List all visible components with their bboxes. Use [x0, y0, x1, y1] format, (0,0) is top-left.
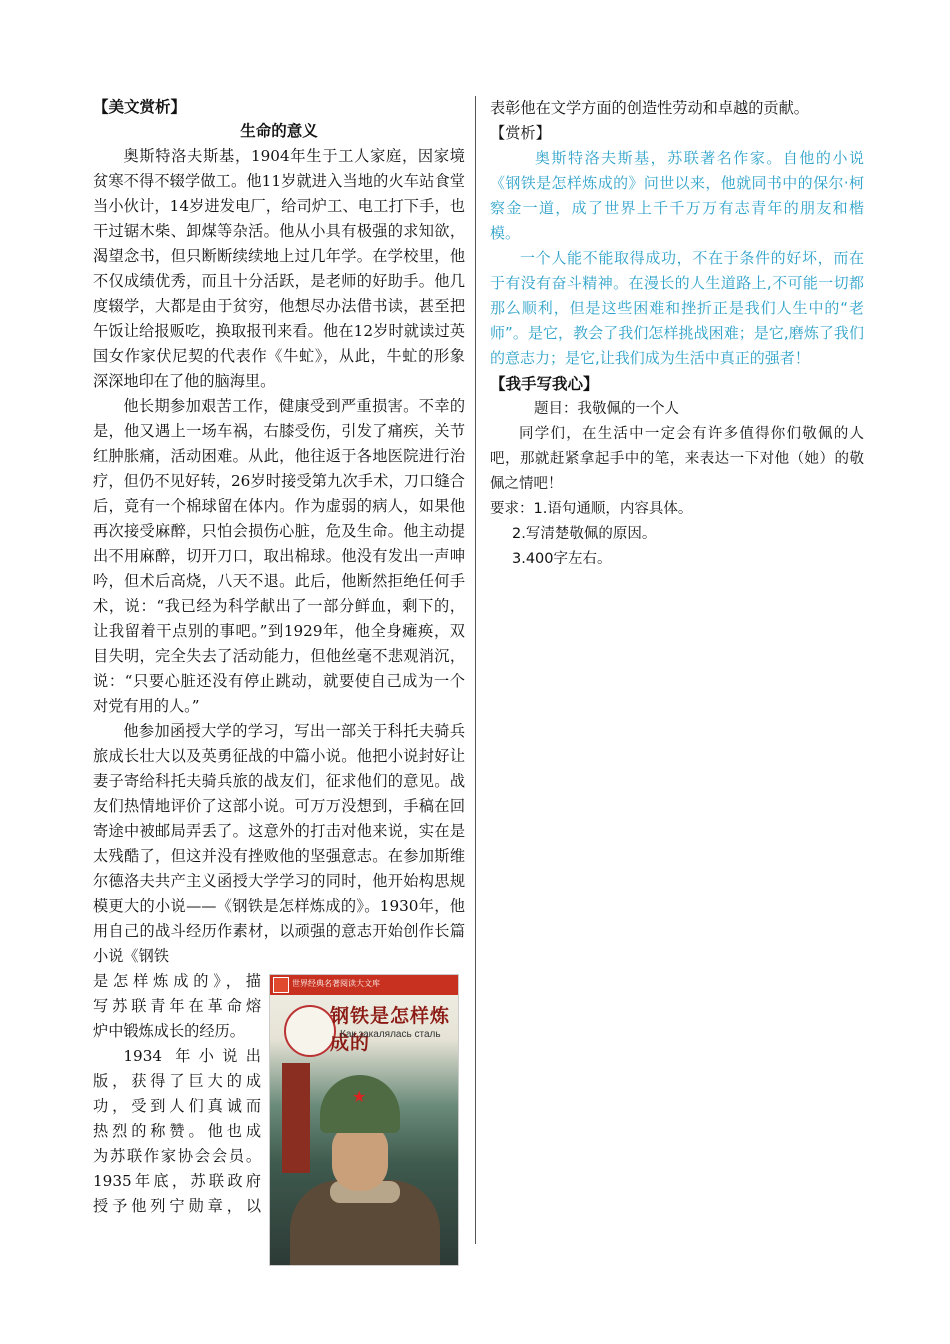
book-cover-image [269, 974, 459, 1266]
wrap-line: 功，受到人们真诚而 [93, 1097, 261, 1115]
requirement-2: 2.写清楚敬佩的原因。 [512, 526, 657, 542]
appreciation-paragraph: 一个人能不能取得成功，不在于条件的好坏，而在于有没有奋斗精神。在漫长的人生道路上,不可能一切都那么顺利，但是这些困难和挫折正是我们人生中的“老师”。是它，教会了我们怎样挑战困难；是它,磨炼了我们的意志力；是它,让我们成为生活中真正的强者！ [490, 249, 864, 367]
wrap-line: 炉中锻炼成长的经历。 [93, 1022, 245, 1040]
cover-book-title: 钢铁是怎样炼成的 [330, 1005, 451, 1054]
image-wrap-zone [93, 969, 465, 1219]
essay-continuation: 表彰他在文学方面的创造性劳动和卓越的贡献。 [490, 99, 809, 117]
section-label-appreciation: 【赏析】 [490, 124, 551, 142]
cover-tower-illustration [282, 1063, 310, 1173]
cover-series-name: 世界经典名著阅读大文库 [292, 979, 380, 988]
wrap-line: 热烈的称赞。他也成 [93, 1122, 261, 1140]
cover-russian-title: Как закалялась сталь [340, 1029, 441, 1040]
appreciation-block [490, 146, 864, 371]
requirement-1: 要求：1.语句通顺，内容具体。 [490, 501, 693, 517]
wrap-line: 授予他列宁勋章，以 [93, 1197, 261, 1215]
wrap-line: 为苏联作家协会会员。 [93, 1147, 261, 1165]
wrap-line: 1934 年小说出 [123, 1047, 261, 1065]
appreciation-paragraph: 奥斯特洛夫斯基，苏联著名作家。自他的小说《钢铁是怎样炼成的》问世以来，他就同书中的保尔·柯察金一道，成了世界上千千万万有志青年的朋友和楷模。 [490, 149, 864, 242]
cover-seal-icon [284, 1005, 336, 1057]
wrap-line: 版，获得了巨大的成 [93, 1072, 261, 1090]
essay-paragraph: 他参加函授大学的学习，写出一部关于科托夫骑兵旅成长壮大以及英勇征战的中篇小说。他把小说封好让妻子寄给科托夫骑兵旅的战友们，征求他们的意见。战友们热情地评价了这部小说。可万万没想到，手稿在回寄途中被邮局弄丢了。这意外的打击对他来说，实在是太残酷了，但这并没有挫败他的坚强意志。在参加斯维尔德洛夫共产主义函授大学学习的同时，他开始构思规模更大的小说——《钢铁是怎样炼成的》。1930年，他用自己的战斗经历作素材，以顽强的意志开始创作长篇小说《钢铁 [93, 722, 465, 965]
publisher-logo-icon [273, 977, 289, 993]
column-divider [475, 96, 476, 1244]
section-label-appreciation-essay: 【美文赏析】 [93, 99, 187, 116]
left-column [93, 96, 465, 1219]
right-column [490, 96, 864, 572]
section-label-writing: 【我手写我心】 [490, 376, 599, 393]
essay-paragraph: 他长期参加艰苦工作，健康受到严重损害。不幸的是，他又遇上一场车祸，右膝受伤，引发了痛疾，关节红肿胀痛，活动困难。从此，他往返于各地医院进行治疗，但仍不见好转，26岁时接受第九次手术，刀口缝合后，竟有一个棉球留在体内。作为虚弱的病人，如果他再次接受麻醉，只怕会损伤心脏，危及生命。他主动提出不用麻醉，切开刀口，取出棉球。他没有发出一声呻吟，但术后高烧，八天不退。此后，他断然拒绝任何手术，说：“我已经为科学献出了一部分鲜血，剩下的，让我留着干点别的事吧。”到1929年，他全身瘫痪，双目失明，完全失去了活动能力，但他丝毫不悲观消沉，说：“只要心脏还没有停止跳动，就要使自己成为一个对党有用的人。” [93, 397, 465, 715]
red-star-icon: ★ [352, 1087, 367, 1106]
cover-soldier-face [332, 1125, 388, 1191]
wrap-line: 是怎样炼成的》，描 [93, 972, 261, 990]
writing-topic: 题目：我敬佩的一个人 [534, 401, 679, 417]
essay-paragraph: 奥斯特洛夫斯基，1904年生于工人家庭，因家境贫寒不得不辍学做工。他11岁就进入当地的火车站食堂当小伙计，14岁进发电厂，给司炉工、电工打下手，也干过锯木柴、卸煤等杂活。他从小具有极强的求知欲，渴望念书，但只断断续续地上过几年学。在学校里，他不仅成绩优秀，而且十分活跃，是老师的好助手。他几度辍学，大都是由于贫穷，他想尽办法借书读，甚至把午饭让给报贩吃，换取报刊来看。他在12岁时就读过英国女作家伏尼契的代表作《牛虻》，从此，牛虻的形象深深地印在了他的脑海里。 [93, 147, 465, 390]
essay-title: 生命的意义 [240, 123, 318, 140]
wrap-line: 写苏联青年在革命熔 [93, 997, 261, 1015]
writing-prompt: 同学们，在生活中一定会有许多值得你们敬佩的人吧，那就赶紧拿起手中的笔，来表达一下对他（她）的敬佩之情吧！ [490, 426, 864, 492]
requirement-3: 3.400字左右。 [512, 551, 612, 567]
wrap-line: 1935年底，苏联政府 [93, 1172, 261, 1190]
